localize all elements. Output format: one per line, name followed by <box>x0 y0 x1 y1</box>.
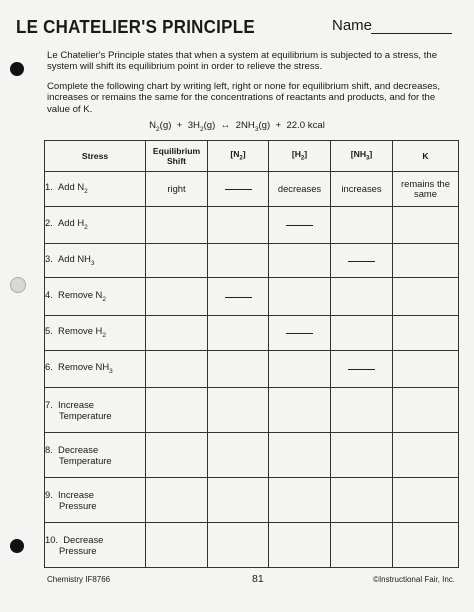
given-blank-line <box>348 369 375 370</box>
n2-cell[interactable] <box>208 172 269 207</box>
page-number: 81 <box>252 573 264 585</box>
nh3-cell[interactable] <box>331 243 393 277</box>
stress-cell: 1. Add $N_2$ <box>45 172 146 207</box>
header-h2: $[H_2]$ <box>269 141 331 172</box>
table-row <box>45 351 459 387</box>
reaction-equation: $N_2(g) + 3H_2(g)$ ↔ $2NH_3(g) + 22.0$ kcal <box>149 120 325 133</box>
header-equilibrium-shift: Equilibrium Shift <box>146 141 208 172</box>
nh3-cell[interactable]: increases <box>331 172 393 207</box>
n2-cell[interactable] <box>208 278 269 316</box>
nh3-cell[interactable] <box>331 432 393 477</box>
n2-cell[interactable] <box>208 207 269 243</box>
shift-cell[interactable] <box>146 207 208 243</box>
nh3-cell[interactable] <box>331 387 393 432</box>
given-blank-line <box>286 225 313 226</box>
k-cell[interactable]: remains the same <box>393 172 459 207</box>
n2-cell[interactable] <box>208 315 269 350</box>
nh3-cell[interactable] <box>331 315 393 350</box>
stress-cell: 4. Remove $N_2$ <box>45 278 146 316</box>
name-label: Name <box>332 17 373 34</box>
n2-cell[interactable] <box>208 477 269 522</box>
stress-cell: 3. Add $NH_3$ <box>45 243 146 277</box>
table-body <box>45 172 459 568</box>
table-row <box>45 278 459 316</box>
stress-cell: 8. Decrease Temperature <box>45 432 146 477</box>
nh3-cell[interactable] <box>331 477 393 522</box>
h2-cell[interactable] <box>269 522 331 567</box>
k-cell[interactable] <box>393 387 459 432</box>
k-cell[interactable] <box>393 207 459 243</box>
h2-cell[interactable]: decreases <box>269 172 331 207</box>
n2-cell[interactable] <box>208 351 269 387</box>
shift-cell[interactable] <box>146 522 208 567</box>
table-row <box>45 243 459 277</box>
header-stress: Stress <box>45 141 146 172</box>
stress-cell: 5. Remove $H_2$ <box>45 315 146 350</box>
equilibrium-chart <box>44 140 459 568</box>
shift-cell[interactable] <box>146 278 208 316</box>
header-n2: $[N_2]$ <box>208 141 269 172</box>
shift-cell[interactable] <box>146 315 208 350</box>
k-cell[interactable] <box>393 522 459 567</box>
shift-cell[interactable] <box>146 351 208 387</box>
given-blank-line <box>348 261 375 262</box>
shift-cell[interactable] <box>146 387 208 432</box>
shift-cell[interactable] <box>146 477 208 522</box>
table-row <box>45 207 459 243</box>
shift-cell[interactable]: right <box>146 172 208 207</box>
k-cell[interactable] <box>393 351 459 387</box>
table-row <box>45 522 459 567</box>
table-row <box>45 315 459 350</box>
k-cell[interactable] <box>393 315 459 350</box>
binder-hole-middle <box>10 277 26 293</box>
footer-copyright: ©Instructional Fair, Inc. <box>373 575 455 584</box>
page-title: LE CHATELIER'S PRINCIPLE <box>16 17 255 37</box>
table-row <box>45 432 459 477</box>
binder-hole-bottom <box>10 539 24 553</box>
h2-cell[interactable] <box>269 432 331 477</box>
table-row <box>45 387 459 432</box>
stress-cell: 7. Increase Temperature <box>45 387 146 432</box>
n2-cell[interactable] <box>208 432 269 477</box>
n2-cell[interactable] <box>208 243 269 277</box>
nh3-cell[interactable] <box>331 207 393 243</box>
stress-cell: 10. Decrease Pressure <box>45 522 146 567</box>
shift-cell[interactable] <box>146 243 208 277</box>
n2-cell[interactable] <box>208 522 269 567</box>
h2-cell[interactable] <box>269 351 331 387</box>
shift-cell[interactable] <box>146 432 208 477</box>
n2-cell[interactable] <box>208 387 269 432</box>
h2-cell[interactable] <box>269 315 331 350</box>
h2-cell[interactable] <box>269 243 331 277</box>
table-row <box>45 172 459 207</box>
instructions-paragraph: Complete the following chart by writing left, right or none for equilibrium shift, and decreases, increases or remains the same for the concentrations of reactants and products, and for the value of K. <box>47 81 441 115</box>
k-cell[interactable] <box>393 278 459 316</box>
binder-hole-top <box>10 62 24 76</box>
h2-cell[interactable] <box>269 387 331 432</box>
stress-cell: 2. Add $H_2$ <box>45 207 146 243</box>
given-blank-line <box>225 189 252 190</box>
nh3-cell[interactable] <box>331 278 393 316</box>
header-k: K <box>393 141 459 172</box>
table-row <box>45 477 459 522</box>
stress-cell: 6. Remove $NH_3$ <box>45 351 146 387</box>
given-blank-line <box>286 333 313 334</box>
footer-course: Chemistry IF8766 <box>47 575 111 584</box>
k-cell[interactable] <box>393 477 459 522</box>
nh3-cell[interactable] <box>331 522 393 567</box>
k-cell[interactable] <box>393 243 459 277</box>
given-blank-line <box>225 297 252 298</box>
stress-cell: 9. Increase Pressure <box>45 477 146 522</box>
h2-cell[interactable] <box>269 207 331 243</box>
nh3-cell[interactable] <box>331 351 393 387</box>
intro-paragraph: Le Chatelier's Principle states that when a system at equilibrium is subjected to a stress, the system will shift its equilibrium point in order to relieve the stress. <box>47 50 438 73</box>
h2-cell[interactable] <box>269 477 331 522</box>
header-nh3: $[NH_3]$ <box>331 141 393 172</box>
table-header-row <box>45 141 459 172</box>
k-cell[interactable] <box>393 432 459 477</box>
name-field[interactable] <box>371 33 452 34</box>
h2-cell[interactable] <box>269 278 331 316</box>
